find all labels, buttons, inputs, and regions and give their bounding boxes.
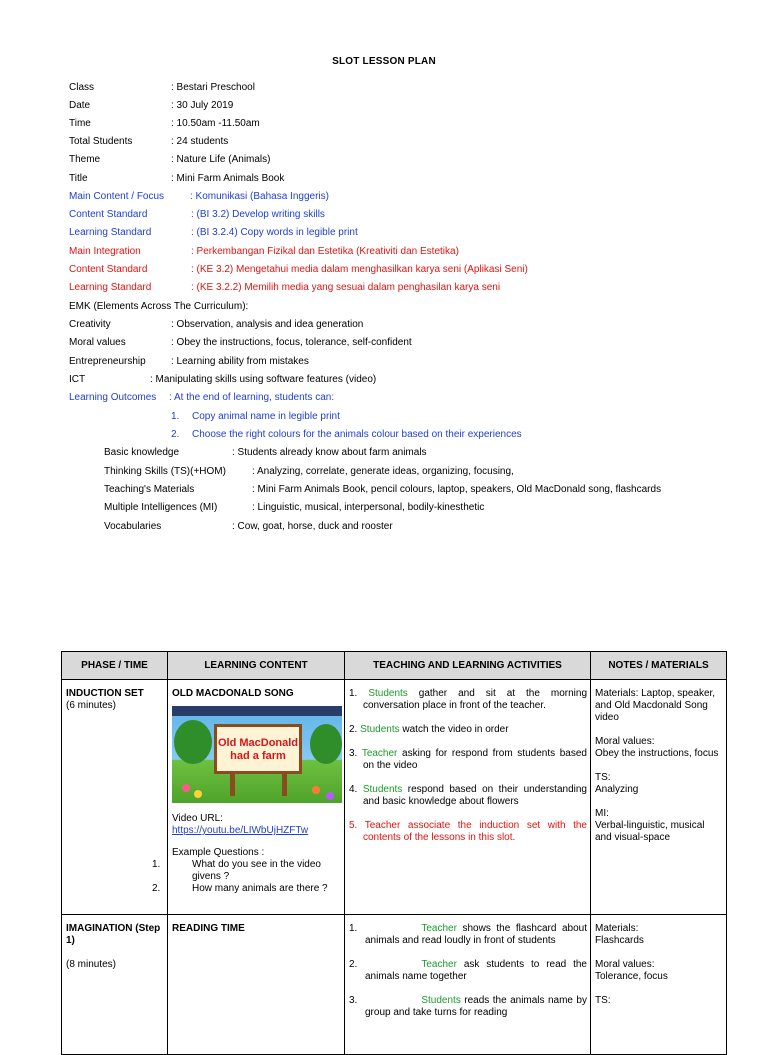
signboard-post bbox=[230, 774, 235, 796]
activity-number: 1. bbox=[349, 688, 358, 699]
info-value: : Mini Farm Animals Book bbox=[171, 173, 285, 184]
info-value: : Nature Life (Animals) bbox=[171, 154, 271, 165]
activity-actor: Teacher bbox=[361, 748, 398, 759]
header-activities: TEACHING AND LEARNING ACTIVITIES bbox=[345, 652, 591, 680]
info-label: Date bbox=[69, 100, 91, 111]
info-label: Learning Standard bbox=[69, 227, 152, 238]
info-value: : Komunikasi (Bahasa Inggeris) bbox=[190, 191, 329, 202]
phase-time: (8 minutes) bbox=[66, 959, 117, 970]
document-title: SLOT LESSON PLAN bbox=[332, 56, 436, 67]
info-value: : (KE 3.2) Mengetahui media dalam menghasilkan karya seni (Aplikasi Seni) bbox=[191, 264, 528, 275]
content-title: READING TIME bbox=[172, 923, 245, 934]
activity-number: 2. bbox=[349, 724, 358, 735]
activity-text: Teacher associate the induction set with the contents of the lessons in this slot. bbox=[363, 820, 587, 843]
activity-item bbox=[349, 784, 587, 808]
activity-item bbox=[349, 688, 587, 712]
notes-label: TS: bbox=[595, 995, 611, 1006]
info-label: Multiple Intelligences (MI) bbox=[104, 502, 218, 513]
flower-icon bbox=[182, 784, 190, 792]
notes-value: Tolerance, focus bbox=[595, 971, 668, 982]
content-title: OLD MACDONALD SONG bbox=[172, 688, 294, 699]
info-label: Time bbox=[69, 118, 91, 129]
activity-item bbox=[349, 923, 587, 947]
notes-label: TS: bbox=[595, 772, 611, 783]
activity-item bbox=[349, 959, 587, 983]
info-label: Content Standard bbox=[69, 264, 148, 275]
info-label: Main Integration bbox=[69, 246, 141, 257]
info-value: : Perkembangan Fizikal dan Estetika (Kreativiti dan Estetika) bbox=[191, 246, 459, 257]
info-label: Entrepreneurship bbox=[69, 356, 146, 367]
flower-icon bbox=[312, 786, 320, 794]
outcome-text: Copy animal name in legible print bbox=[192, 411, 340, 422]
notes-label: MI: bbox=[595, 808, 609, 819]
video-title-bar bbox=[172, 706, 342, 716]
info-value: : Cow, goat, horse, duck and rooster bbox=[232, 521, 393, 532]
info-value: : 30 July 2019 bbox=[171, 100, 234, 111]
activities-cell bbox=[345, 915, 591, 1055]
table-row-imagination bbox=[62, 915, 727, 1055]
info-label: Teaching's Materials bbox=[104, 484, 195, 495]
activity-item bbox=[349, 724, 587, 736]
signboard-line: Old MacDonald bbox=[217, 737, 299, 749]
phase-time: (6 minutes) bbox=[66, 700, 117, 711]
question-text: What do you see in the video givens ? bbox=[192, 859, 321, 882]
info-label: Vocabularies bbox=[104, 521, 162, 532]
video-thumbnail[interactable] bbox=[172, 706, 342, 803]
activity-number: 1. bbox=[349, 923, 358, 934]
questions-label: Example Questions : bbox=[172, 847, 265, 858]
table-header-row bbox=[62, 652, 727, 680]
question-item bbox=[152, 859, 340, 883]
outcome-text: Choose the right colours for the animals colour based on their experiences bbox=[192, 429, 522, 440]
activity-text: reads the animals name by group and take turns for reading bbox=[365, 995, 587, 1018]
info-value: : Mini Farm Animals Book, pencil colours, laptop, speakers, Old MacDonald song, flashcards bbox=[252, 484, 662, 495]
table-row-induction bbox=[62, 680, 727, 915]
info-label: Moral values bbox=[69, 337, 126, 348]
activity-text: asking for respond from students based on the video bbox=[363, 748, 587, 771]
notes-cell bbox=[591, 915, 727, 1055]
activity-text: gather and sit at the morning conversation place in front of the teacher. bbox=[363, 688, 587, 711]
activity-item bbox=[349, 748, 587, 772]
info-value: : Linguistic, musical, interpersonal, bodily-kinesthetic bbox=[252, 502, 485, 513]
info-label: Main Content / Focus bbox=[69, 191, 165, 202]
activity-actor: Students bbox=[421, 995, 461, 1006]
notes-label: Moral values: bbox=[595, 736, 655, 747]
activity-actor: Students bbox=[368, 688, 408, 699]
notes-value: Flashcards bbox=[595, 935, 644, 946]
question-text: How many animals are there ? bbox=[192, 883, 328, 894]
info-label: Learning Standard bbox=[69, 282, 152, 293]
tree-icon bbox=[174, 720, 212, 764]
outcome-number: 2. bbox=[171, 429, 180, 440]
notes-value: Verbal-linguistic, musical and visual-space bbox=[595, 820, 705, 843]
notes-value: Analyzing bbox=[595, 784, 639, 795]
outcome-number: 1. bbox=[171, 411, 180, 422]
header-phase-time: PHASE / TIME bbox=[62, 652, 168, 680]
question-item bbox=[152, 883, 340, 895]
phase-cell bbox=[62, 680, 168, 915]
tree-icon bbox=[310, 724, 342, 764]
activity-item bbox=[349, 820, 587, 844]
info-value: : (KE 3.2.2) Memilih media yang sesuai dalam penghasilan karya seni bbox=[191, 282, 501, 293]
info-label: Theme bbox=[69, 154, 101, 165]
header-notes: NOTES / MATERIALS bbox=[591, 652, 727, 680]
notes-label: Moral values: bbox=[595, 959, 655, 970]
activities-cell bbox=[345, 680, 591, 915]
content-cell bbox=[168, 915, 345, 1055]
video-url-link[interactable]: https://youtu.be/LIWbUjHZFTw bbox=[172, 825, 309, 836]
info-label: Basic knowledge bbox=[104, 447, 180, 458]
info-value: : Obey the instructions, focus, tolerance, self-confident bbox=[171, 337, 412, 348]
info-value: : 10.50am -11.50am bbox=[171, 118, 260, 129]
info-value: : Learning ability from mistakes bbox=[171, 356, 309, 367]
flower-icon bbox=[326, 792, 334, 800]
info-value: : (BI 3.2.4) Copy words in legible print bbox=[191, 227, 358, 238]
header-learning-content: LEARNING CONTENT bbox=[168, 652, 345, 680]
signboard-line: had a farm bbox=[230, 750, 286, 762]
notes-cell bbox=[591, 680, 727, 915]
notes-label: Materials: bbox=[595, 923, 639, 934]
info-label: Class bbox=[69, 82, 95, 93]
activity-number: 5. bbox=[349, 820, 358, 831]
signboard-post bbox=[282, 774, 287, 796]
info-value: : At the end of learning, students can: bbox=[169, 392, 335, 403]
activity-number: 4. bbox=[349, 784, 358, 795]
info-label: Thinking Skills (TS)(+HOM) bbox=[104, 466, 226, 477]
activity-actor: Students bbox=[360, 724, 400, 735]
phase-name: INDUCTION SET bbox=[66, 688, 144, 699]
activity-number: 3. bbox=[349, 748, 358, 759]
activity-actor: Teacher bbox=[421, 959, 457, 970]
info-label: Total Students bbox=[69, 136, 133, 147]
info-value: : 24 students bbox=[171, 136, 229, 147]
activity-text: respond based on their understanding and basic knowledge about flowers bbox=[363, 784, 587, 807]
info-value: : Observation, analysis and idea generation bbox=[171, 319, 364, 330]
phase-cell bbox=[62, 915, 168, 1055]
activity-item bbox=[349, 995, 587, 1019]
lesson-table bbox=[61, 651, 727, 1055]
info-label: Title bbox=[69, 173, 88, 184]
video-signboard bbox=[214, 724, 302, 774]
info-label: Content Standard bbox=[69, 209, 148, 220]
activity-number: 3. bbox=[349, 995, 358, 1006]
info-value: : Analyzing, correlate, generate ideas, organizing, focusing, bbox=[252, 466, 514, 477]
activity-text: watch the video in order bbox=[399, 724, 509, 735]
info-label: ICT bbox=[69, 374, 86, 385]
question-number: 2. bbox=[152, 883, 161, 894]
info-value: : Manipulating skills using software features (video) bbox=[150, 374, 377, 385]
activity-text: shows the flashcard about animals and read loudly in front of students bbox=[365, 923, 587, 946]
activity-text: ask students to read the animals name together bbox=[365, 959, 587, 982]
info-label: EMK (Elements Across The Curriculum): bbox=[69, 301, 249, 312]
info-value: : Students already know about farm animals bbox=[232, 447, 427, 458]
info-label: Creativity bbox=[69, 319, 111, 330]
phase-name: IMAGINATION (Step 1) bbox=[66, 923, 161, 946]
question-number: 1. bbox=[152, 859, 161, 870]
video-url-label: Video URL: bbox=[172, 813, 223, 824]
info-value: : Bestari Preschool bbox=[171, 82, 255, 93]
notes-materials: Materials: Laptop, speaker, and Old Macdonald Song video bbox=[595, 688, 716, 723]
info-label: Learning Outcomes bbox=[69, 392, 157, 403]
flower-icon bbox=[194, 790, 202, 798]
notes-value: Obey the instructions, focus bbox=[595, 748, 719, 759]
activity-actor: Teacher bbox=[421, 923, 457, 934]
info-value: : (BI 3.2) Develop writing skills bbox=[191, 209, 325, 220]
content-cell bbox=[152, 680, 345, 915]
activity-actor: Students bbox=[362, 784, 403, 795]
activity-number: 2. bbox=[349, 959, 358, 970]
